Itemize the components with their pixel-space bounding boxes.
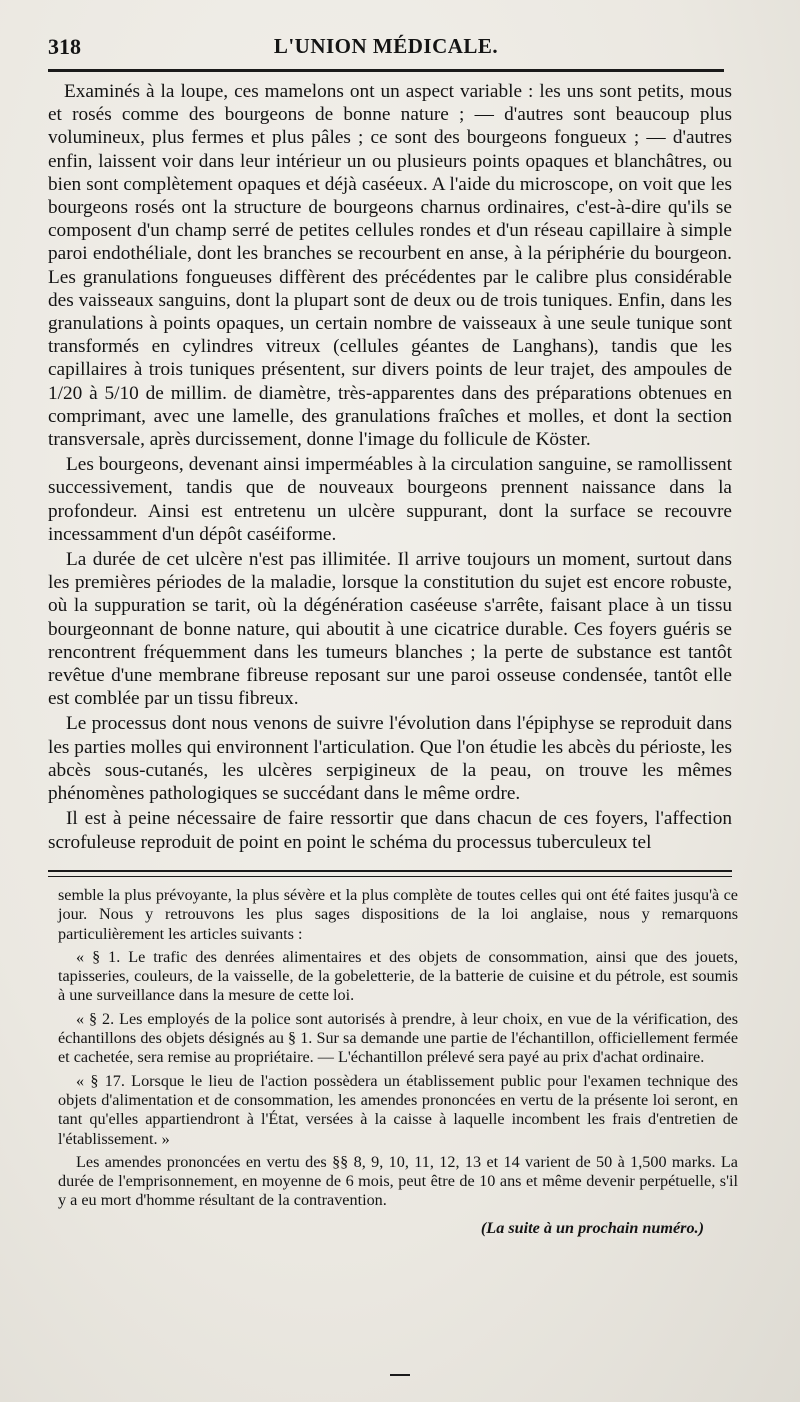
law-article-2: « § 2. Les employés de la police sont autorisés à prendre, à leur choix, en vue de la vérification, des échantillons des objets désignés au § 1. Sur sa demande une partie de l'échantillon, officiellement fermée et cachetée, sera remise au propriétaire. — L'échantillon prélevé sera payé au prix d'achat ordinaire. <box>58 1009 738 1067</box>
section-divider <box>48 870 732 877</box>
page-header <box>48 34 724 64</box>
page-number: 318 <box>48 34 81 59</box>
header-rule <box>48 69 724 72</box>
end-dash <box>390 1374 410 1376</box>
running-title: L'UNION MÉDICALE. <box>273 34 499 58</box>
paragraph: Examinés à la loupe, ces mamelons ont un aspect variable : les uns sont petits, mous et rosés comme des bourgeons de bonne nature ; — d'autres sont beaucoup plus volumineux, plus fermes et plus pâles ; ce sont des bourgeons fongueux ; — d'autres enfin, laissent voir dans leur intérieur un ou plusieurs points opaques et blanchâtres, ou bien sont complètement opaques et déjà caséeux. A l'aide du microscope, on voit que les bourgeons rosés ont la structure de bourgeons charnus ordinaires, c'est-à-dire qu'ils se composent d'un champ serré de petites cellules rondes et d'un réseau capillaire à simple paroi endothéliale, dont les branches se recourbent en anse, à la périphérie du bourgeon. Les granulations fongueuses diffèrent des précédentes par le calibre plus considérable des vaisseaux sanguins, dont la plupart sont de deux ou de trois tuniques. Enfin, dans les granulations à points opaques, un certain nombre de vaisseaux à une seule tunique sont transformés en cylindres vitreux (cellules géantes de Langhans), tandis que les capillaires à trois tuniques présentent, sur divers points de leur trajet, des ampoules de 1/20 à 5/10 de millim. de diamètre, très-apparentes dans des préparations obtenues en comprimant, avec une lamelle, des granulations fraîches et molles, et dont la section transversale, après durcissement, donne l'image du follicule de Köster. <box>48 81 732 451</box>
main-text <box>48 80 732 856</box>
paragraph: La durée de cet ulcère n'est pas illimitée. Il arrive toujours un moment, surtout dans les premières périodes de la maladie, lorsque la constitution du sujet est encore robuste, où la suppuration se tarit, où la dégénération caséeuse s'arrête, faisant place à un tissu bourgeonnant de bonne nature, qui aboutit à une cicatrice durable. Ces foyers guéris se rencontrent fréquemment dans les tumeurs blanches ; la perte de substance est tantôt revêtue d'une membrane fibreuse reposant sur une paroi osseuse condensée, tantôt elle est comblée par un tissu fibreux. <box>48 549 732 710</box>
note-continuation: semble la plus prévoyante, la plus sévère et la plus complète de toutes celles qui ont été faites jusqu'à ce jour. Nous y retrouvons les plus sages dispositions de la loi anglaise, nous y remarquons particulièrement les articles suivants : <box>58 886 738 943</box>
law-article-17: « § 17. Lorsque le lieu de l'action possèdera un établissement public pour l'examen technique des objets d'alimentation et de consommation, les amendes prononcées en vertu de la présente loi seront, en tant qu'elles appartiendront à l'État, versées à la caisse à laquelle incombent les frais d'entretien de l'établissement. » <box>58 1071 738 1148</box>
paragraph: Il est à peine nécessaire de faire ressortir que dans chacun de ces foyers, l'affection scrofuleuse reproduit de point en point le schéma du processus tuberculeux tel <box>48 808 732 853</box>
law-article-1: « § 1. Le trafic des denrées alimentaires et des objets de consommation, ainsi que des jouets, tapisseries, couleurs, de la vaisselle, de la gobeletterie, de la batterie de cuisine et du pétrole, est soumis à une surveillance dans la mesure de cette loi. <box>58 947 738 1005</box>
paragraph: Les bourgeons, devenant ainsi imperméables à la circulation sanguine, se ramollissent successivement, tandis que de nouveaux bourgeons prennent naissance dans la profondeur. Ainsi est entretenu un ulcère suppurant, dont la surface se recouvre incessamment d'un dépôt caséiforme. <box>48 454 732 545</box>
feuilleton-notes <box>58 886 738 1242</box>
fines-paragraph: Les amendes prononcées en vertu des §§ 8, 9, 10, 11, 12, 13 et 14 varient de 50 à 1,500 marks. La durée de l'emprisonnement, en moyenne de 6 mois, peut être de 10 ans et même devenir perpétuelle, s'il y a eu mort d'homme résultant de la contravention. <box>58 1152 738 1210</box>
paragraph: Le processus dont nous venons de suivre l'évolution dans l'épiphyse se reproduit dans les parties molles qui environnent l'articulation. Que l'on étudie les abcès du périoste, les abcès sous-cutanés, les ulcères serpigineux de la peau, on trouve les mêmes phénomènes pathologiques se succédant dans le même ordre. <box>48 713 732 805</box>
continued-note: (La suite à un prochain numéro.) <box>480 1218 704 1237</box>
